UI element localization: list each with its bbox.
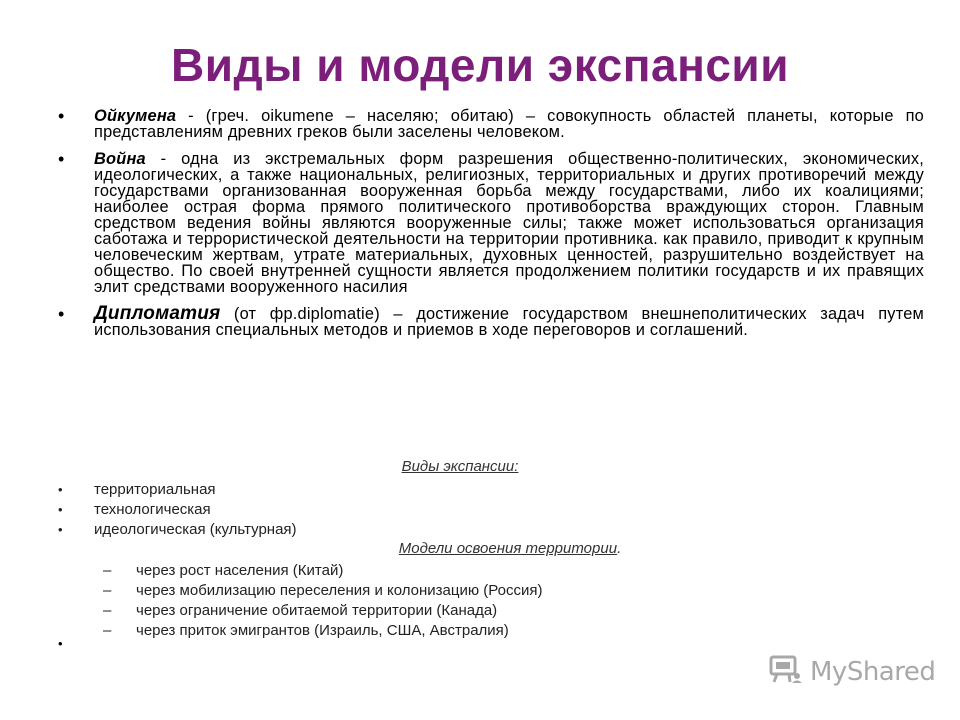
definition-text: - одна из экстремальных форм разрешения общественно-политических, экономических, идеологических, а также национальных, религиозных, территориальных и других противоречий между государствами организованная вооруженная борьба между государствами, либо их коалициями; наиболее острая форма прямого политического противоборства враждующих сторон. Главным средством ведения войны являются вооруженные силы; также может использоваться организация саботажа и террористической деятельности на территории противника. как правило, приводит к крупным человеческим жертвам, утрате материальных, духовных ценностей, разрушительно воздействует на общество. По своей внутренней сущности является продолжением политики государств и их правящих элит средствами вооруженного насилия [94,150,924,296]
watermark [768,654,935,689]
definition-diplomacy [58,303,924,339]
empty-bullet-icon: • [58,636,63,651]
models-list [103,561,723,641]
types-list [58,480,558,540]
list-item [58,520,558,540]
model-label: через рост населения (Китай) [136,562,344,579]
model-label: через приток эмигрантов (Израиль, США, Австралия) [136,622,509,639]
definition-term: Дипломатия [94,303,221,324]
dash-icon: – [103,562,112,579]
bullet-icon: • [58,149,65,169]
slide-title: Виды и модели экспансии [171,39,789,91]
presentation-board-icon [768,654,804,689]
models-heading-text: Модели освоения территории [398,540,618,557]
definitions-list [58,108,924,349]
dash-icon: – [103,622,112,639]
dash-icon: – [103,602,112,619]
model-label: через ограничение обитаемой территории (Канада) [136,602,498,619]
definition-term: Война [94,150,146,168]
bullet-icon: • [58,482,63,497]
list-item [103,581,723,601]
bullet-icon: • [58,502,63,517]
watermark-text: MyShared [810,656,936,687]
list-item [103,621,723,641]
list-item [103,601,723,621]
type-label: технологическая [94,501,211,518]
definition-text: - (греч. oikumene – населяю; обитаю) – совокупность областей планеты, которые по представлениям древних греков были заселены человеком. [94,107,924,141]
definition-oikumene [58,108,924,140]
definition-text: (от фр.diplomatie) – достижение государством внешнеполитических задач путем использования специальных методов и приемов в ходе переговоров и соглашений. [94,305,924,339]
type-label: идеологическая (культурная) [94,521,297,538]
list-item [103,561,723,581]
models-heading [340,540,680,557]
type-label: территориальная [94,481,216,498]
dash-icon: – [103,582,112,599]
list-item [58,500,558,520]
bullet-icon: • [58,522,63,537]
definition-term: Ойкумена [94,107,177,125]
bullet-icon: • [58,106,65,126]
definition-war [58,151,924,295]
model-label: через мобилизацию переселения и колонизацию (Россия) [136,582,543,599]
types-heading: Виды экспансии: [401,458,519,475]
models-heading-suffix: . [617,540,622,557]
bullet-icon: • [58,304,65,324]
list-item [58,480,558,500]
